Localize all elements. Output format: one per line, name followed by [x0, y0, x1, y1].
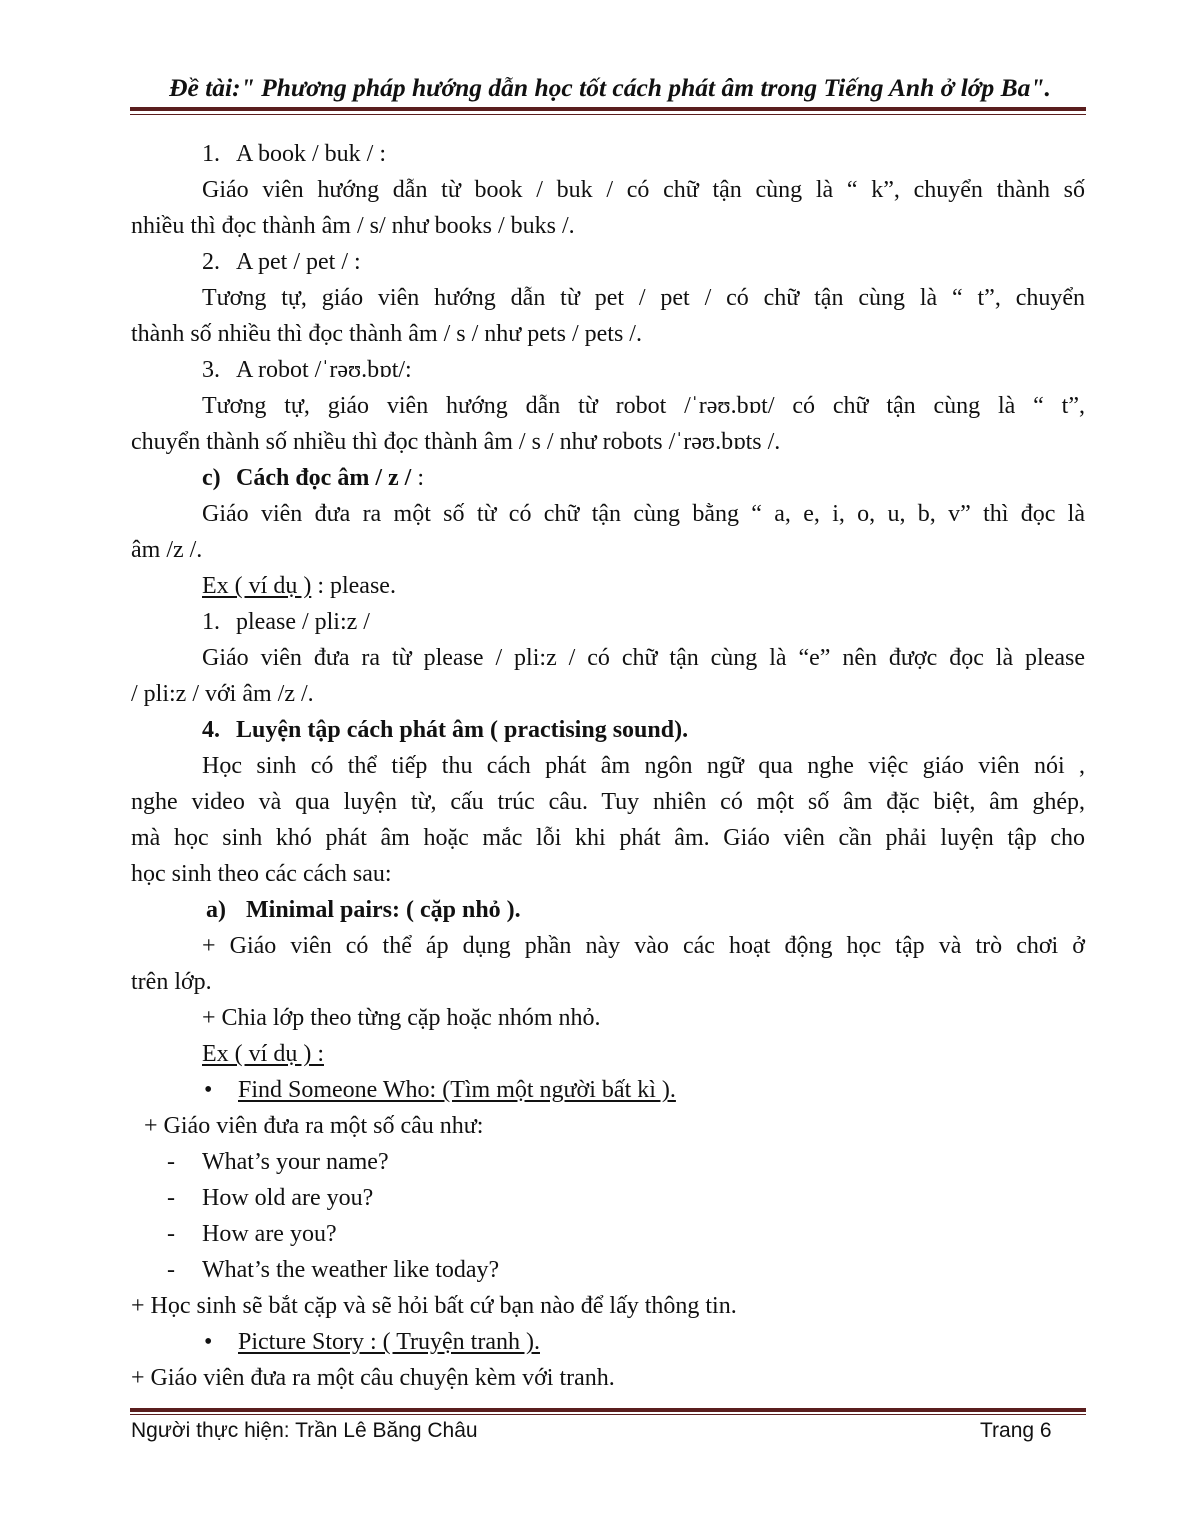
dash-list-text: How old are you?: [202, 1185, 374, 1211]
paragraph-line: chuyển thành số nhiều thì đọc thành âm / s / như robots /ˈrəʊ.bɒts /.: [131, 429, 781, 455]
example-label-underlined: Ex ( ví dụ ) :: [202, 1041, 324, 1067]
list-item: [131, 136, 1085, 172]
paragraph-line: Giáo viên đưa ra từ please / pli:z / có chữ tận cùng là “e” nên được đọc là please: [202, 645, 1085, 671]
paragraph-line: + Giáo viên đưa ra một câu chuyện kèm với tranh.: [131, 1365, 615, 1391]
bullet-icon: •: [204, 1077, 213, 1103]
paragraph-line: âm /z /.: [131, 537, 203, 563]
paragraph-line: + Chia lớp theo từng cặp hoặc nhóm nhỏ.: [202, 1005, 601, 1031]
paragraph-line: nhiều thì đọc thành âm / s/ như books / buks /.: [131, 213, 575, 239]
section-heading-number: c): [202, 465, 221, 491]
paragraph-line: trên lớp.: [131, 969, 212, 995]
dash-list-item: [131, 1144, 1085, 1180]
dash-marker: -: [167, 1185, 175, 1211]
list-text: A pet / pet / :: [236, 249, 361, 275]
paragraph-line: Tương tự, giáo viên hướng dẫn từ robot /ˈrəʊ.bɒt/ có chữ tận cùng là “ t”,: [202, 393, 1085, 419]
footer-rule-thin: [130, 1414, 1086, 1415]
subsection-heading: [131, 892, 1085, 928]
subsection-heading-number: a): [206, 897, 226, 923]
header-title: Đề tài:" Phương pháp hướng dẫn học tốt cách phát âm trong Tiếng Anh ở lớp Ba".: [169, 73, 1051, 102]
section-heading-text: Cách đọc âm / z /: [236, 465, 412, 491]
list-text: A robot /ˈrəʊ.bɒt/:: [236, 357, 412, 383]
bullet-item: [131, 1324, 1085, 1360]
section-heading-number: 4.: [202, 717, 220, 743]
list-number: 3.: [202, 357, 220, 383]
paragraph-line: Giáo viên đưa ra một số từ có chữ tận cùng bằng “ a, e, i, o, u, b, v” thì đọc là: [202, 501, 1085, 527]
subsection-heading-text: Minimal pairs: ( cặp nhỏ ).: [246, 897, 521, 923]
list-item: [131, 244, 1085, 280]
footer-rule-thick: [130, 1408, 1086, 1412]
bullet-text: Picture Story : ( Truyện tranh ).: [238, 1329, 540, 1355]
example-label-tail: : please.: [311, 573, 396, 599]
paragraph-line: + Giáo viên có thể áp dụng phần này vào các hoạt động học tập và trò chơi ở: [202, 933, 1085, 959]
dash-list-item: [131, 1216, 1085, 1252]
bullet-icon: •: [204, 1329, 213, 1355]
bullet-item: [131, 1072, 1085, 1108]
list-text: A book / buk / :: [236, 141, 387, 167]
list-number: 2.: [202, 249, 220, 275]
section-heading: [131, 460, 1085, 496]
paragraph-line: + Học sinh sẽ bắt cặp và sẽ hỏi bất cứ bạn nào để lấy thông tin.: [131, 1293, 737, 1319]
dash-marker: -: [167, 1149, 175, 1175]
paragraph-line: học sinh theo các cách sau:: [131, 861, 392, 887]
dash-list-item: [131, 1252, 1085, 1288]
list-item: [131, 352, 1085, 388]
section-heading-text: Luyện tập cách phát âm ( practising sound).: [236, 717, 689, 743]
list-number: 1.: [202, 609, 220, 635]
paragraph-line: Học sinh có thể tiếp thu cách phát âm ngôn ngữ qua nghe việc giáo viên nói ,: [202, 753, 1085, 779]
paragraph-line: mà học sinh khó phát âm hoặc mắc lỗi khi phát âm. Giáo viên cần phải luyện tập cho: [131, 825, 1085, 851]
paragraph-line: / pli:z / với âm /z /.: [131, 681, 314, 707]
header-rule-thick: [130, 107, 1086, 111]
section-heading: [131, 712, 1085, 748]
paragraph-line: Tương tự, giáo viên hướng dẫn từ pet / pet / có chữ tận cùng là “ t”, chuyển: [202, 285, 1085, 311]
bullet-text: Find Someone Who: (Tìm một người bất kì ).: [238, 1077, 676, 1103]
dash-list-text: How are you?: [202, 1221, 337, 1247]
list-item: [131, 604, 1085, 640]
footer-page-number: Trang 6: [980, 1419, 1052, 1442]
dash-list-text: What’s the weather like today?: [202, 1257, 500, 1283]
dash-marker: -: [167, 1257, 175, 1283]
list-text: please / pli:z /: [236, 609, 370, 635]
paragraph-line: thành số nhiều thì đọc thành âm / s / như pets / pets /.: [131, 321, 642, 347]
dash-list-item: [131, 1180, 1085, 1216]
footer-author: Người thực hiện: Trần Lê Băng Châu: [131, 1419, 478, 1442]
list-number: 1.: [202, 141, 220, 167]
paragraph-line: Giáo viên hướng dẫn từ book / buk / có chữ tận cùng là “ k”, chuyển thành số: [202, 177, 1085, 203]
dash-list-text: What’s your name?: [202, 1149, 389, 1175]
paragraph-line: nghe video và qua luyện từ, cấu trúc câu. Tuy nhiên có một số âm đặc biệt, âm ghép,: [131, 789, 1085, 815]
section-heading-tail: :: [411, 465, 424, 491]
page-body: [131, 136, 1085, 1396]
example-label: [131, 568, 1085, 604]
header-rule-thin: [130, 114, 1086, 115]
example-label-underlined: Ex ( ví dụ ): [202, 573, 312, 599]
example-label: [131, 1036, 1085, 1072]
paragraph-line: + Giáo viên đưa ra một số câu như:: [144, 1113, 484, 1139]
dash-marker: -: [167, 1221, 175, 1247]
